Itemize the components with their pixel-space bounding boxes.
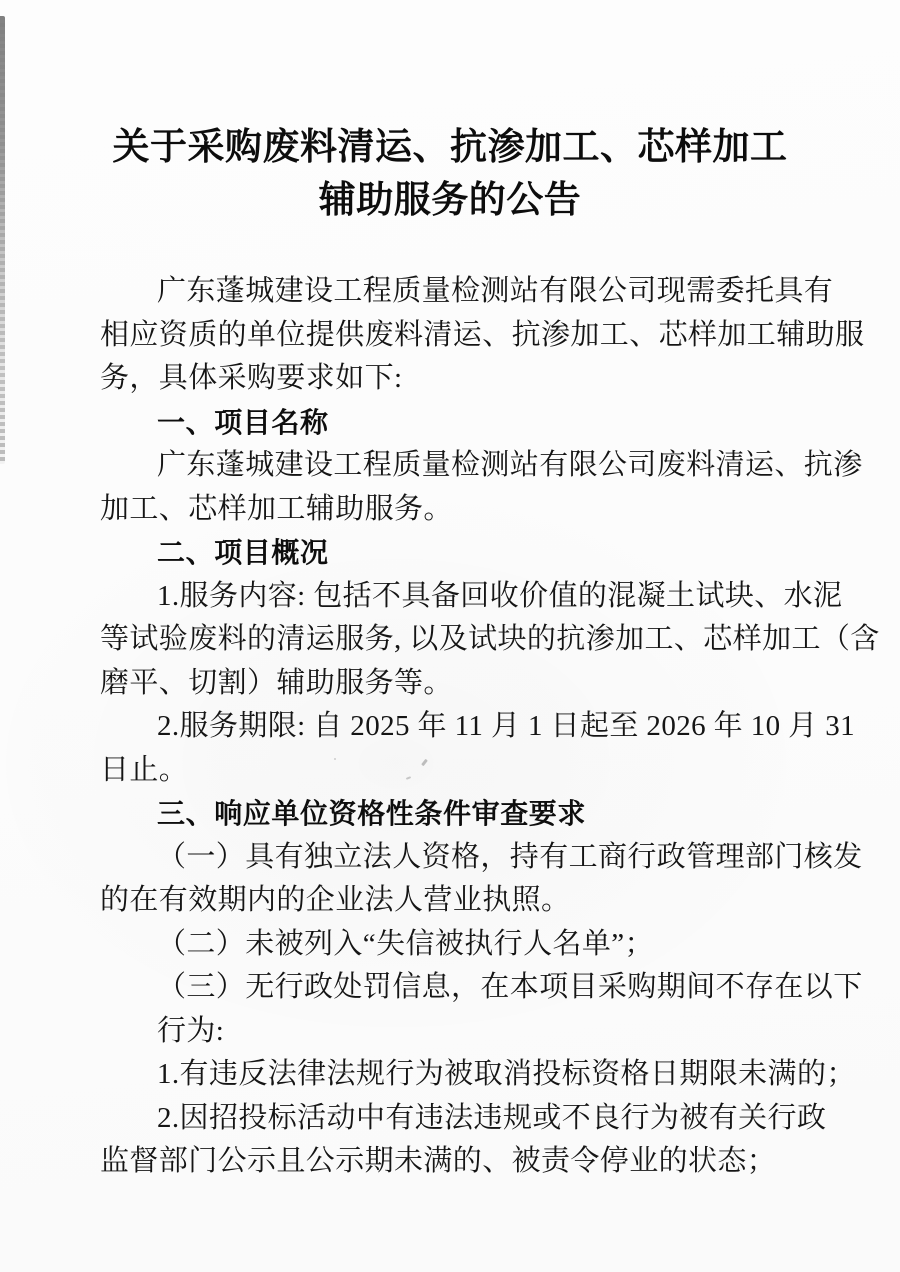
intro-line-3: 务，具体采购要求如下: [100, 362, 403, 394]
qualification-1-line-1: （一）具有独立法人资格，持有工商行政管理部门核发 [157, 840, 863, 873]
qualification-3-line-2: 行为: [157, 1014, 225, 1047]
qualification-3-line-1: （三）无行政处罚信息，在本项目采购期间不存在以下 [157, 971, 863, 1003]
document-body [100, 120, 880, 1184]
service-period-line-2: 日止。 [100, 753, 189, 786]
qualification-2: （二）未被列入“失信被执行人名单”； [157, 927, 654, 960]
service-content-line-1: 1.服务内容: 包括不具备回收价值的混凝土试块、水泥 [157, 579, 843, 612]
section-1-heading: 一、项目名称 [157, 406, 329, 438]
document-title-line-1: 关于采购废料清运、抗渗加工、芯样加工 [112, 126, 788, 167]
section-3-heading: 三、响应单位资格性条件审查要求 [157, 798, 587, 829]
violation-item-2-line-2: 监督部门公示且公示期未满的、被责令停业的状态； [100, 1145, 777, 1177]
service-content-line-2: 等试验废料的清运服务, 以及试块的抗渗加工、芯样加工（含 [100, 623, 880, 655]
section-2-heading: 二、项目概况 [157, 537, 329, 568]
intro-line-1: 广东蓬城建设工程质量检测站有限公司现需委托具有 [157, 275, 834, 307]
qualification-1-line-2: 的在有效期内的企业法人营业执照。 [100, 884, 571, 916]
document-text [100, 270, 880, 1184]
service-content-line-3: 磨平、切割）辅助服务等。 [100, 666, 453, 699]
violation-item-1: 1.有违反法律法规行为被取消投标资格日期限未满的； [157, 1058, 856, 1090]
intro-line-2: 相应资质的单位提供废料清运、抗渗加工、芯样加工辅助服 [100, 318, 865, 351]
document-title-line-2: 辅助服务的公告 [318, 179, 582, 220]
project-name-line-2: 加工、芯样加工辅助服务。 [100, 492, 453, 525]
service-period-line-1: 2.服务期限: 自 2025 年 11 月 1 日起至 2026 年 10 月 31 [157, 710, 856, 742]
scan-edge-artifact [0, 16, 5, 464]
violation-item-2-line-1: 2.因招投标活动中有违法违规或不良行为被有关行政 [157, 1101, 827, 1134]
document-title [100, 120, 800, 226]
project-name-line-1: 广东蓬城建设工程质量检测站有限公司废料清运、抗渗 [157, 449, 863, 481]
